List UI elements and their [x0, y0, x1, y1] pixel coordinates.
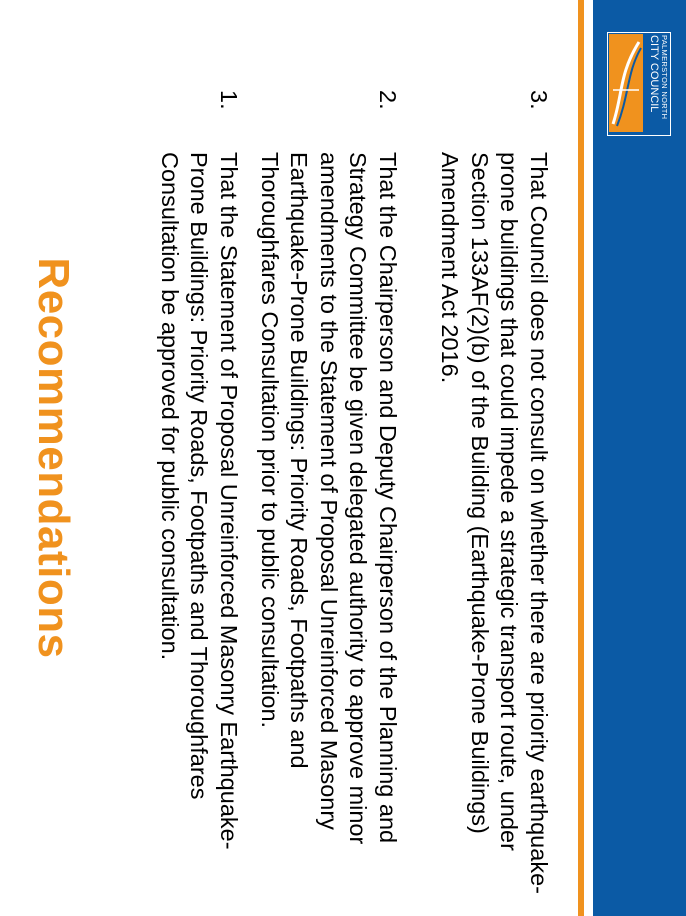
logo-line-2: CITY COUNCIL: [648, 35, 660, 113]
recommendation-list: [108, 90, 578, 895]
logo-line-1: PALMERSTON NORTH: [660, 35, 669, 120]
item-number: 3.: [526, 90, 552, 110]
item-text: That Council does not consult on whether there are priority earthquake-prone buildings that could impede a strategic transport route, under Section 133AF(2)(b) of the Building (Earthquake-Prone Buildings) Amendment Act 2016.: [437, 152, 552, 894]
orange-divider-line: [578, 0, 584, 916]
council-logo: [607, 32, 671, 136]
item-text: That the Statement of Proposal Unreinforced Masonry Earthquake-Prone Buildings: Priority Roads, Footpaths and Thoroughfares Consultation be approved for public consultation.: [157, 152, 242, 850]
brand-band: [593, 0, 686, 916]
item-number: 1.: [216, 90, 242, 110]
page-title: Recommendations: [29, 257, 78, 659]
item-text: That the Chairperson and Deputy Chairperson of the Planning and Strategy Committee be given delegated authority to approve minor amendments to the Statement of Proposal Unreinforced Masonry Earthquake-Prone Buildings: Priority Roads, Footpaths and Thoroughfares Consultation prior to public consultation.: [257, 152, 401, 845]
logo-mark-icon: [609, 34, 643, 132]
item-number: 2.: [375, 90, 401, 110]
logo-wordmark: [645, 32, 671, 136]
